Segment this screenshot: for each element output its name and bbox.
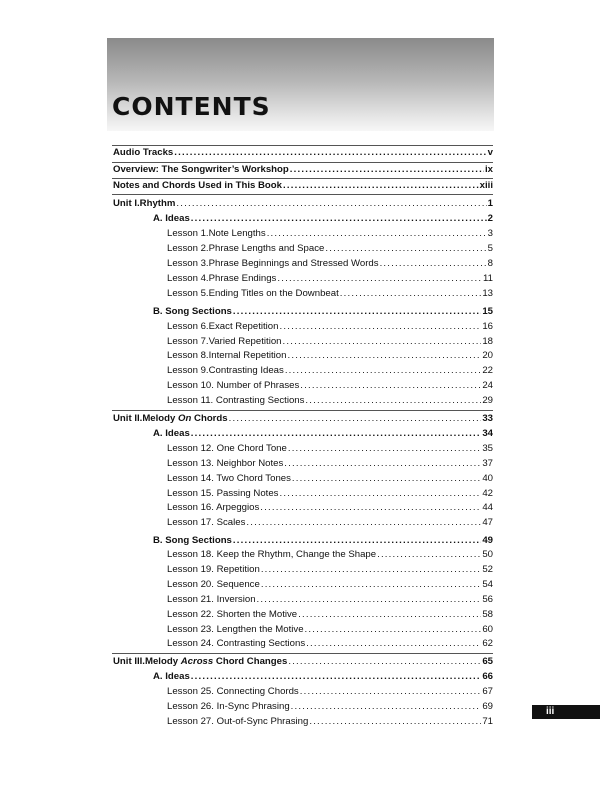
leader-dots bbox=[305, 624, 482, 636]
toc-entry-title: Internal Repetition bbox=[208, 350, 287, 361]
toc-entry-page: v bbox=[487, 147, 493, 158]
leader-dots bbox=[191, 213, 487, 225]
toc-entry-unit-1[interactable] bbox=[113, 198, 493, 210]
toc-entry-page: 11 bbox=[483, 273, 493, 284]
leader-dots bbox=[380, 258, 487, 270]
toc-entry-title: Lesson 27. Out-of-Sync Phrasing bbox=[167, 716, 309, 727]
toc-entry-page: 65 bbox=[482, 656, 493, 667]
toc-title-part: Melody bbox=[142, 413, 179, 424]
leader-dots bbox=[283, 180, 479, 192]
toc-entry-title: Lesson 17. Scales bbox=[167, 517, 246, 528]
toc-entry-overview[interactable] bbox=[113, 164, 493, 176]
toc-entry-title: Lesson 25. Connecting Chords bbox=[167, 686, 299, 697]
divider bbox=[112, 145, 493, 146]
toc-entry-page: ix bbox=[484, 164, 493, 175]
toc-entry-page: 35 bbox=[482, 443, 493, 454]
toc-entry-page: 67 bbox=[482, 686, 493, 697]
lesson-number: Lesson 2. bbox=[167, 243, 209, 254]
toc-entry-lesson[interactable] bbox=[167, 609, 493, 621]
toc-entry-audio-tracks[interactable] bbox=[113, 147, 493, 159]
toc-entry-lesson[interactable] bbox=[167, 288, 493, 300]
toc-entry-title: Overview: The Songwriter’s Workshop bbox=[113, 164, 289, 175]
toc-entry-page: 8 bbox=[487, 258, 493, 269]
toc-entry-lesson[interactable] bbox=[167, 517, 493, 529]
toc-entry-title: Lesson 15. Passing Notes bbox=[167, 488, 279, 499]
toc-entry-lesson[interactable] bbox=[167, 350, 493, 362]
toc-entry-title: Lesson 22. Shorten the Motive bbox=[167, 609, 298, 620]
leader-dots bbox=[300, 380, 481, 392]
toc-title-emphasis: Across bbox=[180, 656, 214, 667]
toc-entry-title: Note Lengths bbox=[208, 228, 266, 239]
toc-entry-section[interactable] bbox=[153, 428, 493, 440]
toc-entry-lesson[interactable] bbox=[167, 594, 493, 606]
toc-entry-title: Ending Titles on the Downbeat bbox=[208, 288, 339, 299]
toc-entry-page: 24 bbox=[482, 380, 493, 391]
toc-entry-title: B. Song Sections bbox=[153, 306, 232, 317]
leader-dots bbox=[288, 656, 481, 668]
toc-entry-title: B. Song Sections bbox=[153, 535, 232, 546]
toc-entry-title: Lesson 18. Keep the Rhythm, Change the Shape bbox=[167, 549, 377, 560]
toc-entry-title: Lesson 14. Two Chord Tones bbox=[167, 473, 291, 484]
toc-entry-lesson[interactable] bbox=[167, 638, 493, 650]
leader-dots bbox=[261, 579, 482, 591]
leader-dots bbox=[233, 535, 481, 547]
toc-entry-title: Lesson 13. Neighbor Notes bbox=[167, 458, 284, 469]
leader-dots bbox=[309, 716, 481, 728]
leader-dots bbox=[174, 147, 486, 159]
toc-entry-page: 2 bbox=[487, 213, 493, 224]
toc-entry-title: Lesson 20. Sequence bbox=[167, 579, 260, 590]
leader-dots bbox=[267, 228, 487, 240]
toc-entry-lesson[interactable] bbox=[167, 549, 493, 561]
lesson-number: Lesson 7. bbox=[167, 336, 209, 347]
toc-entry-page: 52 bbox=[482, 564, 493, 575]
toc-entry-title: A. Ideas bbox=[153, 213, 190, 224]
leader-dots bbox=[340, 288, 482, 300]
toc-entry-section[interactable] bbox=[153, 671, 493, 683]
leader-dots bbox=[261, 564, 482, 576]
toc-entry-lesson[interactable] bbox=[167, 458, 493, 470]
toc-entry-page: 44 bbox=[482, 502, 493, 513]
toc-entry-unit-2[interactable] bbox=[113, 413, 493, 425]
toc-entry-lesson[interactable] bbox=[167, 380, 493, 392]
leader-dots bbox=[191, 428, 482, 440]
toc-entry-title bbox=[142, 413, 227, 425]
toc-entry-title: A. Ideas bbox=[153, 671, 190, 682]
toc-entry-page: 22 bbox=[482, 365, 493, 376]
leader-dots bbox=[279, 321, 481, 333]
toc-entry-page: 5 bbox=[487, 243, 493, 254]
leader-dots bbox=[191, 671, 482, 683]
leader-dots bbox=[176, 198, 486, 210]
toc-entry-page: 20 bbox=[482, 350, 493, 361]
toc-entry-page: 15 bbox=[482, 306, 493, 317]
lesson-number: Lesson 6. bbox=[167, 321, 209, 332]
toc-entry-page: 49 bbox=[482, 535, 493, 546]
toc-entry-title: Phrase Endings bbox=[208, 273, 277, 284]
page-number: iii bbox=[546, 706, 555, 717]
toc-entry-lesson[interactable] bbox=[167, 502, 493, 514]
toc-entry-title: Lesson 11. Contrasting Sections bbox=[167, 395, 305, 406]
leader-dots bbox=[284, 458, 481, 470]
unit-label: Unit III. bbox=[113, 656, 145, 667]
unit-label: Unit I. bbox=[113, 198, 140, 209]
toc-title-part: Melody bbox=[144, 656, 181, 667]
toc-entry-page: 34 bbox=[482, 428, 493, 439]
toc-entry-title: Contrasting Ideas bbox=[208, 365, 284, 376]
divider bbox=[112, 162, 493, 163]
toc-entry-page: 40 bbox=[482, 473, 493, 484]
toc-entry-page: 18 bbox=[482, 336, 493, 347]
toc-entry-page: 56 bbox=[482, 594, 493, 605]
leader-dots bbox=[292, 473, 481, 485]
leader-dots bbox=[285, 365, 482, 377]
toc-entry-title: Audio Tracks bbox=[113, 147, 174, 158]
lesson-number: Lesson 4. bbox=[167, 273, 209, 284]
divider bbox=[112, 194, 493, 195]
toc-entry-page: 47 bbox=[482, 517, 493, 528]
toc-entry-page: 71 bbox=[482, 716, 493, 727]
toc-entry-lesson[interactable] bbox=[167, 488, 493, 500]
toc-entry-lesson[interactable] bbox=[167, 686, 493, 698]
leader-dots bbox=[298, 609, 481, 621]
page-number-tab bbox=[532, 705, 600, 719]
toc-entry-page: 69 bbox=[482, 701, 493, 712]
toc-entry-page: 1 bbox=[487, 198, 493, 209]
leader-dots bbox=[229, 413, 482, 425]
leader-dots bbox=[246, 517, 481, 529]
toc-title-emphasis: On bbox=[178, 413, 192, 424]
toc-entry-lesson[interactable] bbox=[167, 228, 493, 240]
lesson-number: Lesson 1. bbox=[167, 228, 209, 239]
toc-entry-title: Lesson 23. Lengthen the Motive bbox=[167, 624, 304, 635]
leader-dots bbox=[277, 273, 482, 285]
toc-entry-page: 13 bbox=[482, 288, 493, 299]
divider bbox=[112, 410, 493, 411]
leader-dots bbox=[283, 336, 482, 348]
toc-entry-title: Varied Repetition bbox=[208, 336, 282, 347]
leader-dots bbox=[257, 594, 482, 606]
toc-entry-title: Lesson 26. In-Sync Phrasing bbox=[167, 701, 290, 712]
toc-entry-title: Lesson 21. Inversion bbox=[167, 594, 256, 605]
toc-entry-page: 29 bbox=[482, 395, 493, 406]
leader-dots bbox=[287, 350, 481, 362]
toc-entry-title bbox=[145, 656, 287, 668]
toc-entry-page: 50 bbox=[482, 549, 493, 560]
leader-dots bbox=[288, 443, 482, 455]
toc-entry-lesson[interactable] bbox=[167, 395, 493, 407]
toc-entry-title: Exact Repetition bbox=[208, 321, 279, 332]
lesson-number: Lesson 9. bbox=[167, 365, 209, 376]
page-title: CONTENTS bbox=[112, 92, 271, 121]
toc-entry-title: Lesson 10. Number of Phrases bbox=[167, 380, 300, 391]
toc-entry-lesson[interactable] bbox=[167, 365, 493, 377]
toc-entry-title: Phrase Lengths and Space bbox=[208, 243, 325, 254]
toc-entry-page: 60 bbox=[482, 624, 493, 635]
toc-entry-page: 62 bbox=[482, 638, 493, 649]
toc-entry-lesson[interactable] bbox=[167, 258, 493, 270]
unit-label: Unit II. bbox=[113, 413, 143, 424]
lesson-number: Lesson 5. bbox=[167, 288, 209, 299]
toc-entry-notes-chords[interactable] bbox=[113, 180, 493, 192]
toc-entry-lesson[interactable] bbox=[167, 701, 493, 713]
toc-entry-lesson[interactable] bbox=[167, 716, 493, 728]
leader-dots bbox=[290, 164, 484, 176]
toc-entry-section[interactable] bbox=[153, 535, 493, 547]
leader-dots bbox=[233, 306, 481, 318]
leader-dots bbox=[377, 549, 481, 561]
toc-entry-title: Lesson 12. One Chord Tone bbox=[167, 443, 287, 454]
toc-entry-title: Rhythm bbox=[139, 198, 176, 209]
toc-entry-title: A. Ideas bbox=[153, 428, 190, 439]
toc-entry-lesson[interactable] bbox=[167, 624, 493, 636]
toc-entry-page: 3 bbox=[487, 228, 493, 239]
leader-dots bbox=[279, 488, 481, 500]
leader-dots bbox=[291, 701, 482, 713]
toc-entry-section[interactable] bbox=[153, 306, 493, 318]
toc-entry-page: 16 bbox=[482, 321, 493, 332]
toc-title-part: Chord Changes bbox=[213, 656, 288, 667]
toc-entry-page: 33 bbox=[482, 413, 493, 424]
lesson-number: Lesson 8. bbox=[167, 350, 209, 361]
toc-entry-page: 42 bbox=[482, 488, 493, 499]
toc-entry-section[interactable] bbox=[153, 213, 493, 225]
toc-entry-lesson[interactable] bbox=[167, 564, 493, 576]
toc-entry-title: Lesson 16. Arpeggios bbox=[167, 502, 260, 513]
divider bbox=[112, 178, 493, 179]
toc-entry-page: xiii bbox=[479, 180, 493, 191]
toc-entry-title: Lesson 19. Repetition bbox=[167, 564, 260, 575]
toc-entry-title: Phrase Beginnings and Stressed Words bbox=[208, 258, 379, 269]
toc-entry-lesson[interactable] bbox=[167, 579, 493, 591]
toc-entry-lesson[interactable] bbox=[167, 321, 493, 333]
leader-dots bbox=[300, 686, 482, 698]
divider bbox=[112, 653, 493, 654]
toc-entry-page: 37 bbox=[482, 458, 493, 469]
toc-entry-page: 58 bbox=[482, 609, 493, 620]
toc-entry-lesson[interactable] bbox=[167, 443, 493, 455]
leader-dots bbox=[325, 243, 486, 255]
toc-entry-unit-3[interactable] bbox=[113, 656, 493, 668]
leader-dots bbox=[260, 502, 481, 514]
toc-entry-page: 66 bbox=[482, 671, 493, 682]
toc-entry-lesson[interactable] bbox=[167, 273, 493, 285]
leader-dots bbox=[306, 638, 481, 650]
toc-entry-lesson[interactable] bbox=[167, 336, 493, 348]
toc-entry-page: 54 bbox=[482, 579, 493, 590]
toc-title-part: Chords bbox=[191, 413, 228, 424]
lesson-number: Lesson 3. bbox=[167, 258, 209, 269]
leader-dots bbox=[305, 395, 481, 407]
toc-entry-title: Lesson 24. Contrasting Sections bbox=[167, 638, 306, 649]
toc-entry-lesson[interactable] bbox=[167, 473, 493, 485]
toc-entry-lesson[interactable] bbox=[167, 243, 493, 255]
toc-entry-title: Notes and Chords Used in This Book bbox=[113, 180, 282, 191]
